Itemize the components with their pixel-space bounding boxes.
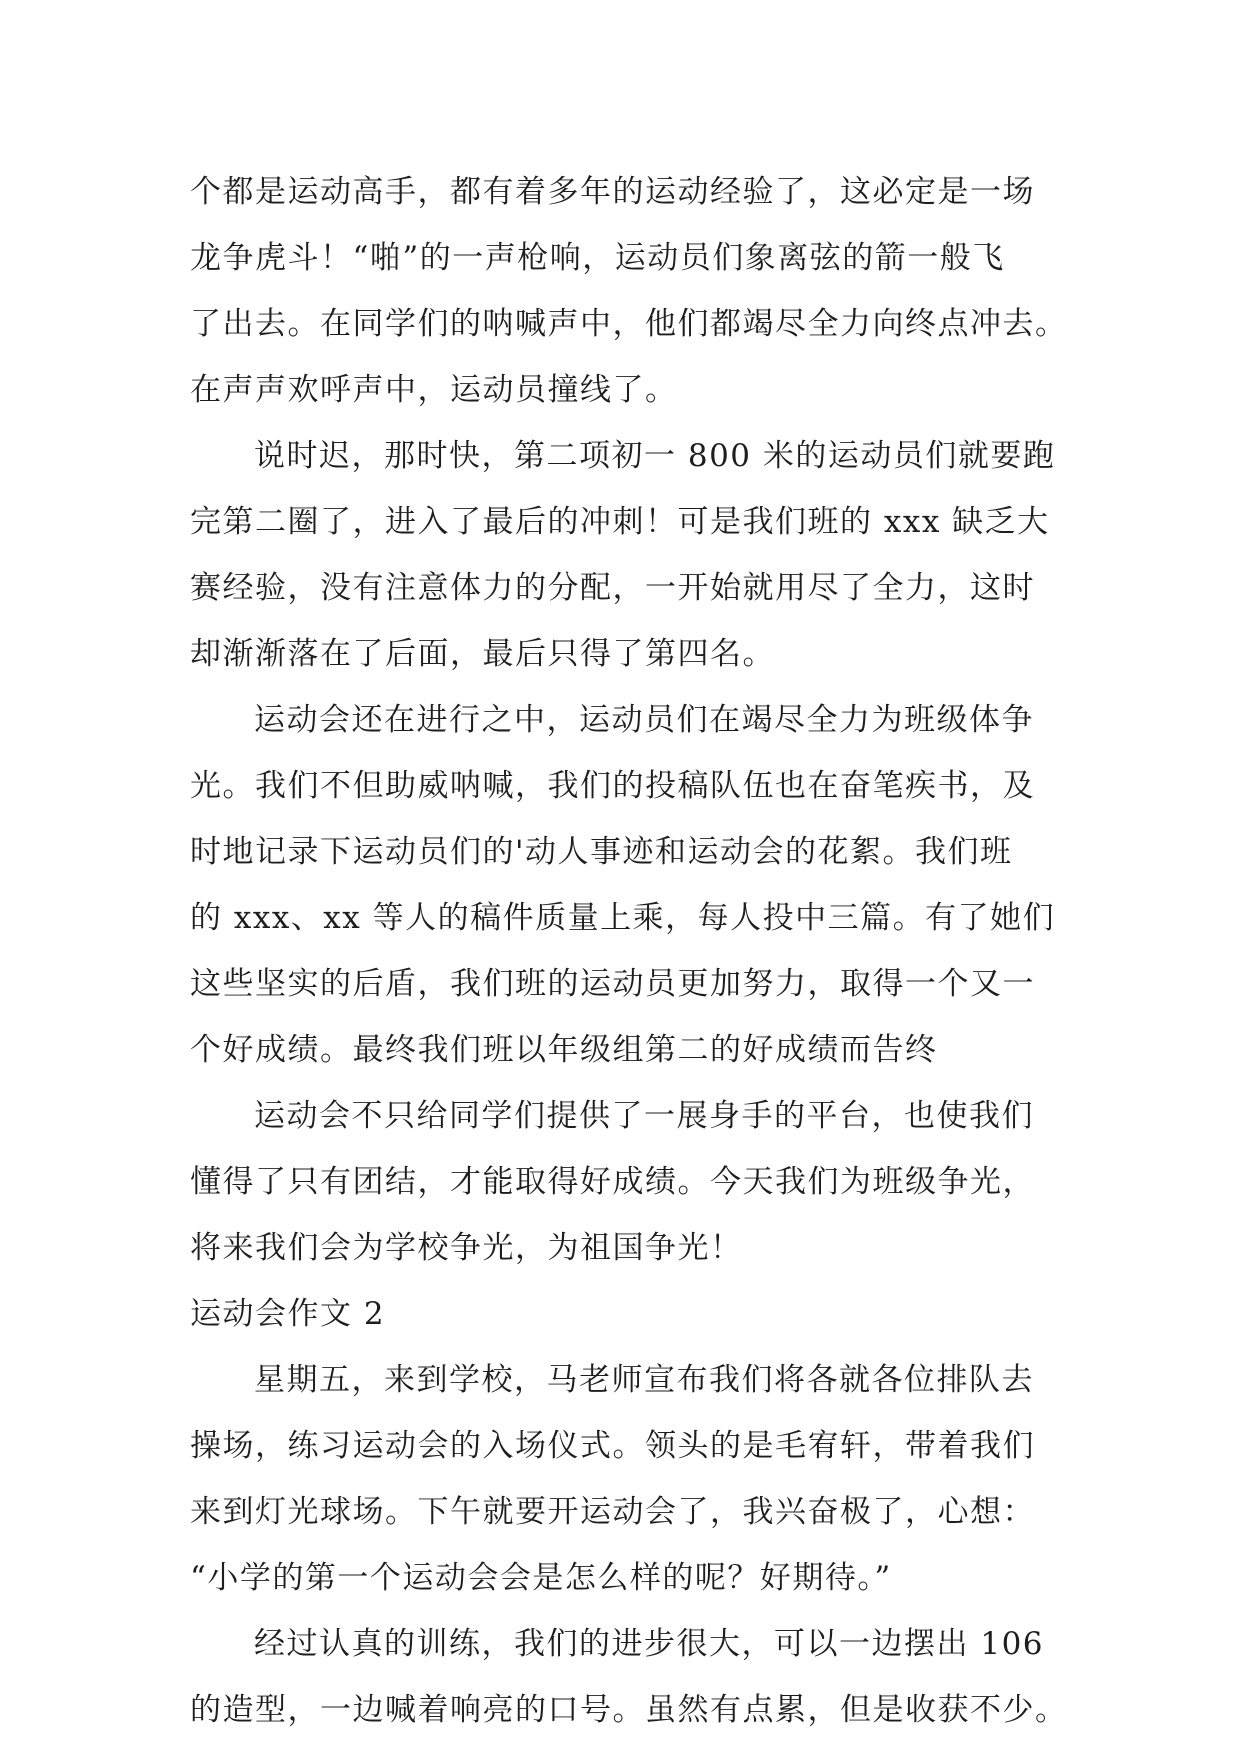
text-line: 光。我们不但助威呐喊，我们的投稿队伍也在奋笔疾书，及 (190, 768, 1035, 804)
text-line: 了出去。在同学们的呐喊声中，他们都竭尽全力向终点冲去。 (190, 306, 1068, 342)
text-line: 操场，练习运动会的入场仪式。领头的是毛宥轩，带着我们 (190, 1428, 1035, 1464)
paragraph-first-line: 经过认真的训练，我们的进步很大，可以一边摆出 106 (254, 1626, 1045, 1662)
text-line: 在声声欢呼声中，运动员撞线了。 (190, 372, 678, 408)
paragraph-first-line: 运动会不只给同学们提供了一展身手的平台，也使我们 (254, 1098, 1034, 1134)
text-line: 个好成绩。最终我们班以年级组第二的好成绩而告终 (190, 1032, 938, 1068)
text-line: “小学的第一个运动会会是怎么样的呢？好期待。” (190, 1560, 892, 1596)
text-line: 龙争虎斗！“啪”的一声枪响，运动员们象离弦的箭一般飞 (190, 240, 1005, 276)
text-line: 来到灯光球场。下午就要开运动会了，我兴奋极了，心想： (190, 1494, 1035, 1530)
text-line: 将来我们会为学校争光，为祖国争光！ (190, 1230, 743, 1266)
document-body (190, 159, 1068, 1743)
text-line: 完第二圈了，进入了最后的冲刺！可是我们班的 xxx 缺乏大 (190, 504, 1050, 540)
paragraph-first-line: 星期五，来到学校，马老师宣布我们将各就各位排队去 (254, 1362, 1034, 1398)
paragraph-first-line: 运动会还在进行之中，运动员们在竭尽全力为班级体争 (254, 702, 1034, 738)
text-line: 这些坚实的后盾，我们班的运动员更加努力，取得一个又一 (190, 966, 1035, 1002)
text-line: 赛经验，没有注意体力的分配，一开始就用尽了全力，这时 (190, 570, 1035, 606)
text-line: 个都是运动高手，都有着多年的运动经验了，这必定是一场 (190, 174, 1035, 210)
text-line: 却渐渐落在了后面，最后只得了第四名。 (190, 636, 775, 672)
text-line: 懂得了只有团结，才能取得好成绩。今天我们为班级争光， (190, 1164, 1035, 1200)
section-heading: 运动会作文 2 (190, 1296, 386, 1332)
paragraph-first-line: 说时迟，那时快，第二项初一 800 米的运动员们就要跑 (254, 438, 1056, 474)
text-line: 的 xxx、xx 等人的稿件质量上乘，每人投中三篇。有了她们 (190, 900, 1056, 936)
text-line: 的造型，一边喊着响亮的口号。虽然有点累，但是收获不少。 (190, 1692, 1068, 1728)
text-line: 时地记录下运动员们的'动人事迹和运动会的花絮。我们班 (190, 834, 1013, 870)
